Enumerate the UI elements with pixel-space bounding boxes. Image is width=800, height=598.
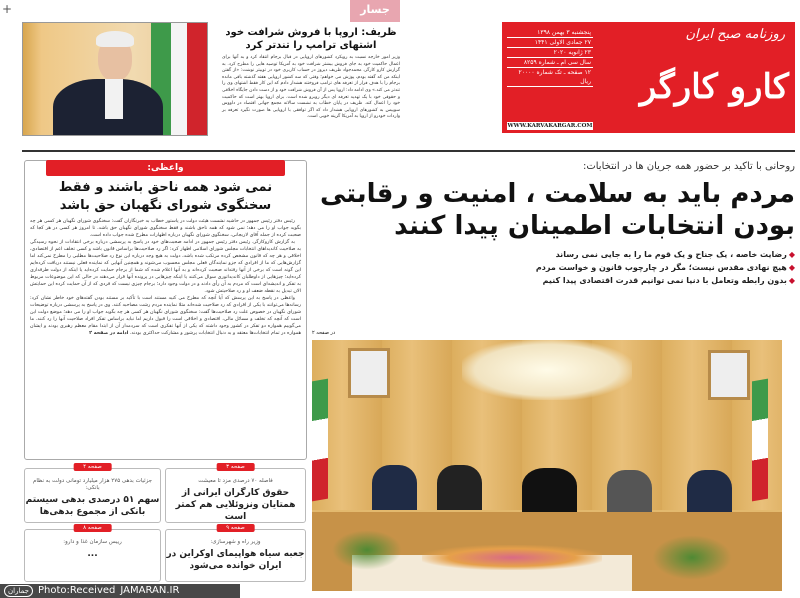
crop-mark: + — [2, 2, 13, 16]
teaser-kicker: وزیر راه و شهرسازی: — [210, 539, 261, 545]
teaser-kicker: رییس سازمان غذا و دارو: — [63, 539, 122, 545]
page-badge: صفحه ۴ — [73, 463, 112, 471]
opinion-article-body — [30, 218, 301, 337]
teaser-wages[interactable] — [165, 464, 306, 523]
diamond-bullet-icon: ◆ — [788, 263, 795, 272]
opinion-article — [30, 160, 301, 337]
page-badge: صفحه ۸ — [73, 524, 112, 532]
teaser-banking-debt[interactable] — [24, 464, 161, 523]
teaser-kicker: جزئیات بدهی ۲۷۵ هزار میلیارد تومانی دولت به نظام بانکی: — [32, 478, 153, 491]
page-badge: صفحه ۹ — [216, 524, 255, 532]
credit-source: JAMARAN.IR — [120, 585, 180, 596]
continued-link[interactable]: ادامه در صفحه ۲ — [89, 331, 129, 336]
masthead-tagline: روزنامه صبح ایران — [685, 27, 785, 42]
issue-info-column — [507, 28, 593, 130]
teaser-headline: سهم ۵۱ درصدی بدهی سیستم بانکی از مجموع بدهی‌ها — [25, 495, 160, 517]
issue-date-gregorian: ۲۳ ژانویه ۲۰۲۰ — [507, 48, 593, 58]
masthead — [502, 22, 795, 133]
zarif-headline[interactable]: ظریف: اروپا با فروش شرافت خود اشتهای ترامپ را تندتر کرد — [225, 27, 397, 51]
paragraph: واعظی در پاسخ به این پرسش که آیا آنچه که مطرح می کنید مستند است با تأکید بر مستند بودن گفته‌های خود خاطر نشان کرد: رسانه‌ها می‌توانند با یکی از افرادی که رد صلاحیت شده‌اند مثلا نماینده مردم رشت مصاحبه کنند. وی در پاسخ به پرسشی درباره توضیحات شورای نگهبان در خصوص علت رد صلاحیت‌ها گفت: سخنگوی شورای نگهبان هر کسی هر چه بگوید جواب او را می دهد؛ موضع دولت این است که آنچه که تخلف و مسائل مالی، اقتصادی و اخلاقی است را قبول داریم اما نباید براساس تفکر افراد صلاحیت آنها را رد کنند. ما می‌گوییم همواره دو تفکر در کشور وجود داشته که یکی از آنها تفکری است که سردمدار آن از ابتدا مقام معظم رهبری بودند و ایشان همواره در تمام انتخابات‌ها معتقد و به دنبال انتخابات پرشور و مشارکت حداکثری بودند. ادامه در صفحه ۲ — [30, 296, 301, 336]
diamond-bullet-icon: ◆ — [788, 250, 795, 259]
teaser-headline: حقوق کارگران ایرانی از همتایان ونزوئلایی هم کمتر است — [175, 488, 296, 522]
issue-date-hijri: ۲۷ جمادی الاولی ۱۴۴۱ — [507, 38, 593, 48]
main-kicker: روحانی با تاکید بر حضور همه جریان ها در انتخابات: — [582, 161, 795, 172]
section-divider — [22, 150, 795, 152]
diamond-bullet-icon: ◆ — [788, 276, 795, 285]
issue-price: ۱۲ صفحه ـ تک شماره ۲۰۰۰۰ ریال — [507, 68, 593, 87]
main-story — [315, 160, 795, 287]
jamaran-logo: جماران — [4, 585, 33, 597]
bullet-item: ◆بدون رابطه وتعامل با دنیا نمی توانیم قدرت اقتصادی پیدا کنیم — [542, 276, 795, 285]
paragraph: رئیس دفتر رئیس جمهور در حاشیه نشست هیئت دولت در پاستور خطاب به خبرنگاران گفت: سخنگوی شورای نگهبان هر کسی هر چه بگوید جواب او را می دهد؛ نمی شود که همه ناحق باشند و فقط سخنگوی شورای نگهبان حق باشد. تا امروز هر کسی در هر کجا که صحبت کرده از جمله آقای لاریجانی، سخنگوی شورای نگهبان درباره اظهارات مطرح شده جواب داده است. — [30, 219, 301, 238]
page-badge: صفحه ۳ — [216, 463, 255, 471]
teaser-headline: جعبه سیاه هواپیمای اوکراین در ایران خوانده می‌شود — [166, 549, 305, 571]
newspaper-logo: کارو کارگر — [639, 67, 789, 107]
issue-number: سال سی ام ـ شماره ۸۲۵۹ — [507, 58, 593, 68]
photo-credit-watermark — [0, 584, 240, 598]
issue-date: پنجشنبه ۳ بهمن ۱۳۹۸ — [507, 28, 593, 38]
page-reference: در صفحه ۲ — [312, 330, 336, 336]
zarif-article — [222, 26, 400, 121]
watermark-text — [38, 584, 179, 598]
teaser-food-drug[interactable] — [24, 525, 161, 582]
bullet-item: ◆رضایت خاصه ، یک جناح و یک قوم ما را به جایی نمی رساند — [555, 250, 795, 259]
bullet-item: ◆هیچ نهادی مقدس نیست؛ مگر در چارچوب قانون و خواست مردم — [535, 263, 795, 272]
cabinet-meeting-photo — [312, 340, 782, 591]
teaser-black-box[interactable] — [165, 525, 306, 582]
paragraph: به گزارش کاروکارگر، رئیس دفتر رئیس جمهور در ادامه صحبت‌های خود در پاسخ به پرسشی درباره برخی انتقادات از نحوه رسیدگی به صلاحیت کاندیداهای انتخابات مجلس شورای اسلامی اظهار کرد: اگر رد صلاحیت‌ها براساس قانون باشد و کسی تخلف اعم از اقتصادی، اخلاقی و هر چه که قانون مشخص کرده مرتکب شده باشد، دولت به هیچ وجه درباره این نوع رد صلاحیت‌ها مطلبی را مطرح نمی‌کند اما گزارش‌هایی که ما از افرادی که جزو نمایندگان فعلی مجلس محسوب می‌شوند و همچنین آنهایی که نماینده فعلی نیستند دریافت کرده‌ایم این گونه است که برخی از آنها رفته‌اند صحبت کرده‌اند و به آنها اعلام شده که شما از برجام حمایت کرده‌اید یا اینکه از دولت طرفداری کرده‌اید؛ چیزهایی از داوطلبان کاندیداتوری سوال می‌کنند یا اینکه چیزهایی در پرونده آنها قرار می‌دهند در حالی که این موضوعات مربوط به تفکر و اندیشه‌ای است که مردم به آن رأی دادند و در دولت وجود دارد؛ برجام چیزی نیست که فردی که از آن حمایت کرده این حمایتش الان تبدیل به نقطه ضعف او و رد صلاحیتش شود. — [30, 240, 301, 294]
website-url[interactable]: WWW.KARVAKARGAR.COM — [507, 123, 593, 129]
zarif-article-body: وزیر امور خارجه نسبت به رویکرد کشورهای اروپایی در قبال برجام انتقاد کرد و به آنها برای اعمال حاکمیت خود به جای فروش بیشتر شرافت خود به آمریکا توصیه هایی را مطرح کرد. به گزارش کارو کارگر، محمدجواد ظریف دیروز در حساب کاربری خود در توییتر نوشت: «از گفتن اینکه من که گفته بودم، پوزش می خواهم؛ وقتی که سه کشور اروپایی هفته گذشته باقی مانده برجام را با هدف فرار از تعرفه های ترامپ فروختند هشدار دادم که این کار فقط اشتهای وی را تندتر می کند.» وی ادامه داد: اروپا پس از آن فروش شرافت خود و از دست دادن جایگاه اخلاقی و حقوقی خود با یک تهدید تعرفه ای دیگر روبرو شده است. برای اروپا بهتر است که حاکمیت خود را اعمال کند. ظریف در پایان خطاب به نشست سالانه مجمع جهانی اقتصاد در داووس سوییس به کشورهای اروپایی هشدار داد که اگر توافقی با اروپایی ها صورت نگیرد تعرفه بر واردات خودرو از اروپا به آمریکا گزینه خوبی است. — [222, 55, 400, 120]
opinion-label: واعظی: — [46, 160, 285, 176]
teaser-kicker: فاصله ۷۰ درصدی مزد تا معیشت — [198, 478, 273, 484]
credit-line: Photo:Received — [37, 585, 116, 596]
opinion-headline[interactable]: نمی شود همه ناحق باشند و فقط سخنگوی شورای نگهبان حق باشد — [58, 180, 273, 213]
issue-info — [507, 28, 593, 87]
main-bullets — [315, 248, 795, 287]
teaser-headline: ... — [87, 549, 98, 559]
section-tab: جسار — [350, 0, 400, 22]
main-headline[interactable]: مردم باید به سلامت ، امنیت و رقابتی بودن انتخابات اطمینان پیدا کنند — [319, 179, 795, 241]
zarif-photo — [22, 22, 208, 136]
